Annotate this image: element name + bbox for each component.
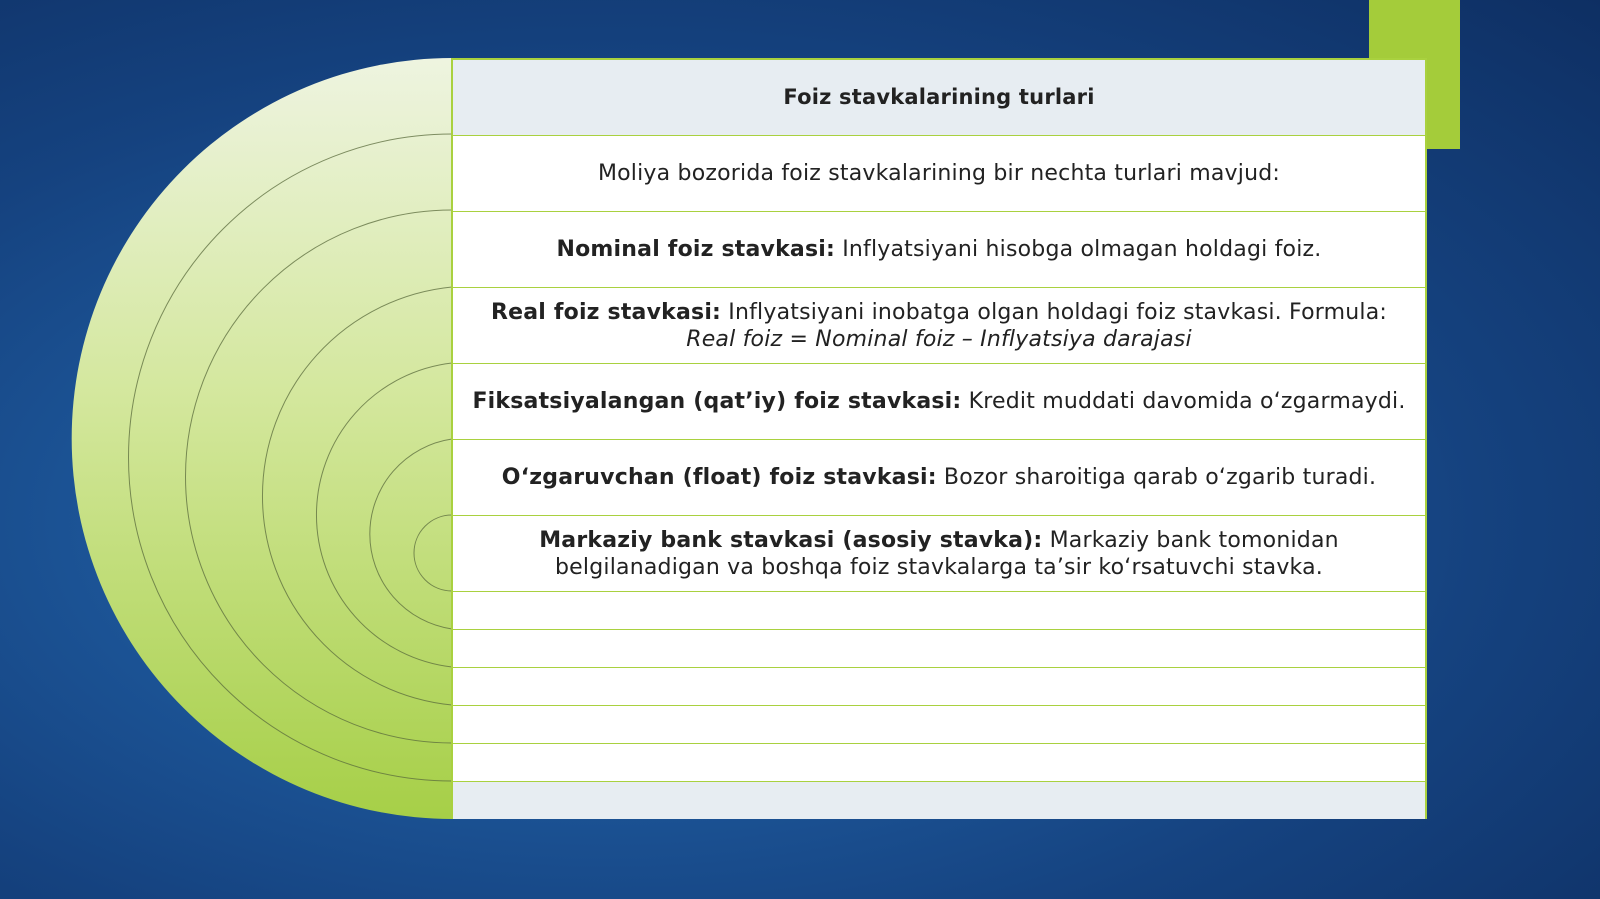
table-row (453, 288, 1425, 364)
table-row (453, 440, 1425, 516)
row-text (472, 388, 1405, 415)
empty-row (453, 744, 1425, 782)
row-text (557, 236, 1322, 263)
row-text (491, 299, 1387, 353)
formula-real: Real foiz = Nominal foiz – Inflyatsiya darajasi (686, 326, 1192, 352)
term-float: O‘zgaruvchan (float) foiz stavkasi: (501, 465, 937, 490)
table-title: Foiz stavkalarining turlari (783, 85, 1095, 109)
table-row (453, 212, 1425, 288)
term-central-bank: Markaziy bank stavkasi (asosiy stavka): (539, 527, 1043, 553)
term-nominal: Nominal foiz stavkasi: (556, 237, 835, 262)
desc-fixed: Kredit muddati davomida o‘zgarmaydi. (961, 389, 1406, 414)
desc-central-bank: Markaziy bank tomonidan (1042, 527, 1339, 553)
empty-row (453, 592, 1425, 630)
desc-nominal: Inflyatsiyani hisobga olmagan holdagi foiz. (835, 237, 1322, 262)
interest-rate-types-table (451, 58, 1427, 819)
desc-central-bank-cont: belgilanadigan va boshqa foiz stavkalarga ta’sir ko‘rsatuvchi stavka. (555, 554, 1323, 580)
table-footer-band (453, 782, 1425, 819)
table-row (453, 364, 1425, 440)
row-text (502, 464, 1376, 491)
empty-row (453, 668, 1425, 706)
empty-row (453, 630, 1425, 668)
desc-float: Bozor sharoitiga qarab o‘zgarib turadi. (936, 465, 1377, 490)
table-row (453, 136, 1425, 212)
intro-text: Moliya bozorida foiz stavkalarining bir nechta turlari mavjud: (597, 161, 1281, 186)
empty-row (453, 706, 1425, 744)
table-row (453, 516, 1425, 592)
term-fixed: Fiksatsiyalangan (qat’iy) foiz stavkasi: (472, 389, 962, 414)
row-text (539, 527, 1339, 581)
desc-real: Inflyatsiyani inobatga olgan holdagi foiz stavkasi. Formula: (721, 299, 1388, 325)
term-real: Real foiz stavkasi: (490, 299, 722, 325)
table-title-row (453, 60, 1425, 136)
